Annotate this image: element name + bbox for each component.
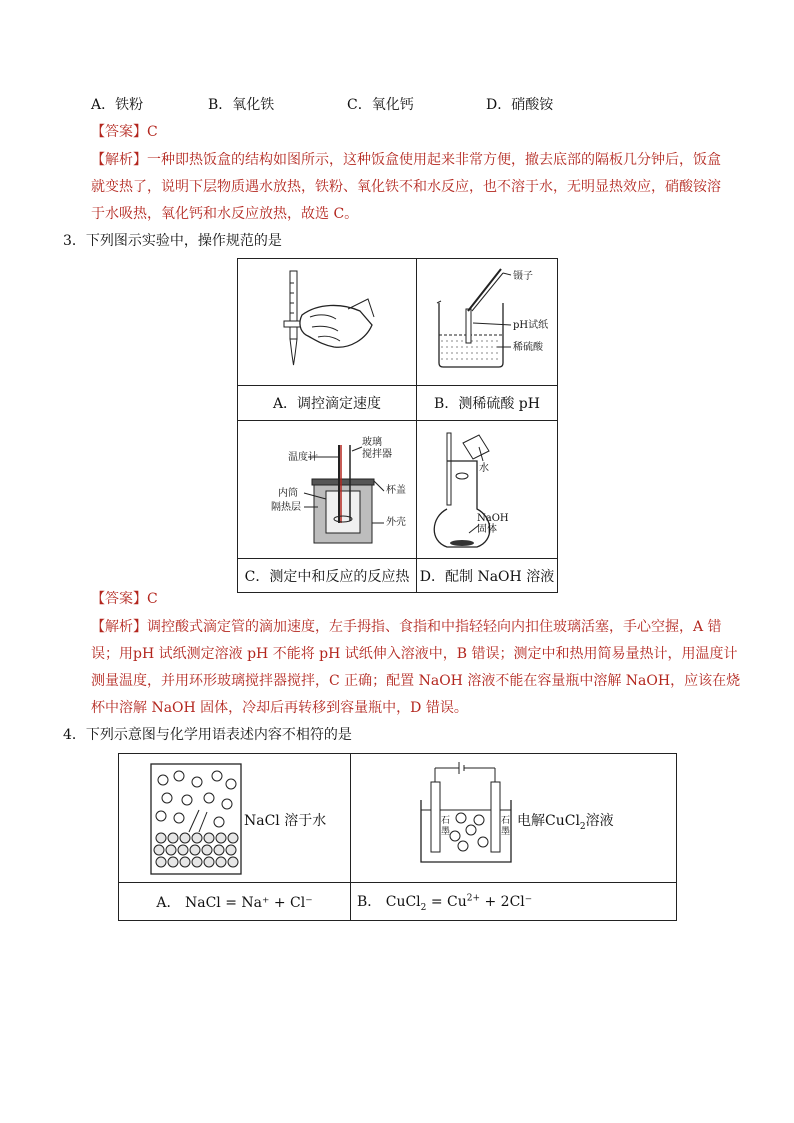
electrode-left-label: 石墨: [441, 816, 451, 837]
q3-analysis-line-1: 【解析】调控酸式滴定管的滴加速度，左手拇指、食指和中指轻轻向内扣住玻璃活塞，手心空握，A 错: [91, 619, 722, 635]
label-stirrer: 搅拌器: [362, 449, 392, 460]
label-dilute-acid: 稀硫酸: [513, 342, 543, 353]
q3-answer: 【答案】C: [91, 591, 158, 607]
q3-analysis-line-3: 测量温度，并用环形玻璃搅拌器搅拌，C 正确；配置 NaOH 溶液不能在容量瓶中溶解 NaOH，应该在烧: [91, 673, 741, 689]
label-water: 水: [479, 463, 489, 474]
electrolysis-figure: [351, 754, 676, 882]
q3-stem: 3．下列图示实验中，操作规范的是: [63, 233, 282, 249]
nacl-dissolve-cell: [119, 754, 351, 883]
q3-figure-table: [237, 258, 558, 593]
label-inner-cup: 内筒: [278, 488, 298, 499]
fig-c-cell: [238, 421, 417, 559]
q4-caption-a: A． NaCl = Na⁺ + Cl⁻: [119, 883, 351, 921]
nacl-dissolve-figure: [119, 754, 350, 882]
option-c: C．氧化钙: [347, 97, 414, 113]
option-b: B．氧化铁: [208, 97, 275, 113]
caption-c: C．测定中和反应的反应热: [238, 559, 417, 593]
label-tweezers: 镊子: [513, 271, 533, 282]
ph-paper-figure: [417, 261, 557, 383]
q2-analysis-line-1: 【解析】一种即热饭盒的结构如图所示，这种饭盒使用起来非常方便，撤去底部的隔板几分钟后，饭盒: [91, 152, 721, 168]
option-a: A．铁粉: [91, 97, 144, 113]
electrode-right-label: 石墨: [501, 816, 511, 837]
fig-d-cell: [417, 421, 558, 559]
caption-a: A．调控滴定速度: [238, 386, 417, 421]
electrolysis-label: 电解CuCl$_2$溶液: [517, 813, 614, 832]
q3-analysis-line-2: 误；用pH 试纸测定溶液 pH 不能将 pH 试纸伸入溶液中，B 错误；测定中和热用简易量热计，用温度计: [91, 646, 738, 662]
q4-stem: 4．下列示意图与化学用语表述内容不相符的是: [63, 727, 352, 743]
q4-figure-table: [118, 753, 677, 921]
fig-b-cell: [417, 259, 558, 386]
label-outer-shell: 外壳: [386, 517, 406, 528]
label-naoh: NaOH: [477, 513, 509, 524]
label-solid: 固体: [477, 524, 497, 535]
q2-analysis-line-2: 就变热了，说明下层物质遇水放热，铁粉、氧化铁不和水反应，也不溶于水，无明显热效应，硝酸铵溶: [91, 179, 721, 195]
q2-answer: 【答案】C: [91, 124, 158, 140]
option-d: D．硝酸铵: [486, 97, 554, 113]
fig-a-cell: [238, 259, 417, 386]
caption-b: B．测稀硫酸 pH: [417, 386, 558, 421]
label-ph-paper: pH试纸: [513, 320, 549, 331]
caption-d: D．配制 NaOH 溶液: [417, 559, 558, 593]
calorimeter-figure: [238, 421, 416, 558]
q2-analysis-line-3: 于水吸热，氧化钙和水反应放热，故选 C。: [91, 206, 359, 222]
nacl-dissolve-label: NaCl 溶于水: [244, 813, 327, 829]
burette-hand-figure: [238, 259, 416, 381]
label-thermometer: 温度计: [288, 452, 318, 463]
label-lid: 杯盖: [386, 485, 406, 496]
q3-analysis-line-4: 杯中溶解 NaOH 固体，冷却后再转移到容量瓶中，D 错误。: [91, 700, 468, 716]
electrolysis-cell: [351, 754, 677, 883]
q4-caption-b: B． CuCl$_2$ = $Cu^{2+} + 2Cl^-$: [351, 883, 677, 921]
label-glass: 玻璃: [362, 437, 382, 448]
volumetric-flask-figure: [417, 421, 557, 558]
label-insulation: 隔热层: [271, 502, 301, 513]
